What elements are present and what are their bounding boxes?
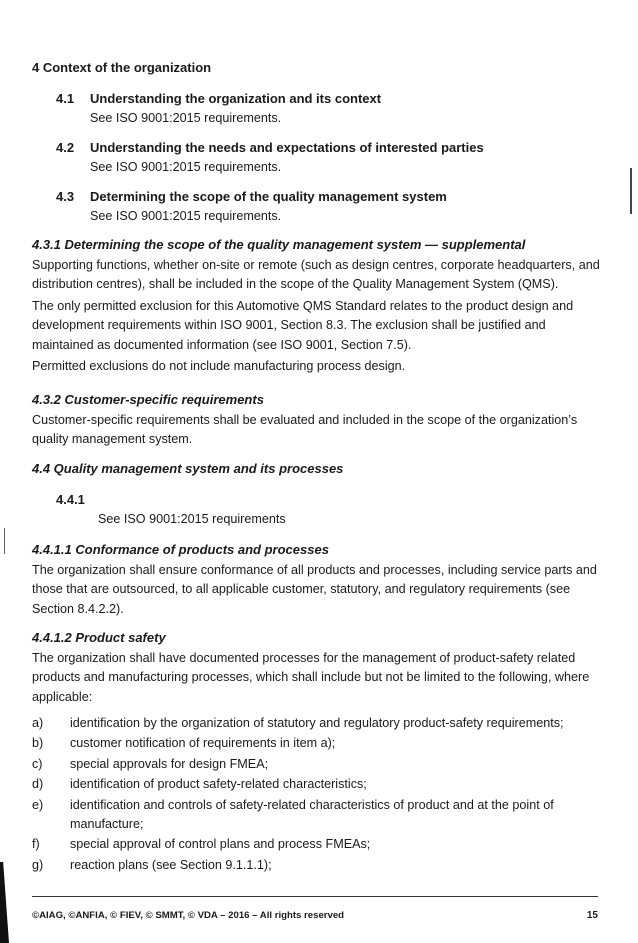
- subsection-heading: 4.4 Quality management system and its processes: [32, 461, 344, 476]
- clause-reference: See ISO 9001:2015 requirements.: [90, 160, 282, 174]
- list-letter: d): [32, 777, 44, 792]
- list-text: special approval of control plans and process FMEAs;: [70, 837, 371, 852]
- clause-title: Determining the scope of the quality management system: [90, 189, 447, 204]
- clause-title: Understanding the needs and expectations of interested parties: [90, 140, 484, 155]
- list-letter: c): [32, 756, 43, 771]
- list-letter: f): [32, 837, 40, 852]
- clause-reference: See ISO 9001:2015 requirements.: [90, 209, 282, 223]
- scan-edge-mark: [630, 168, 632, 214]
- subsection-heading: 4.4.1.2 Product safety: [32, 630, 166, 645]
- list-item: [32, 775, 607, 794]
- subsection-heading: 4.3.1 Determining the scope of the quality management system — supplemental: [32, 237, 526, 252]
- list-text: customer notification of requirements in item a);: [70, 736, 336, 751]
- list-text: identification by the organization of statutory and regulatory product-safety requirements;: [70, 716, 564, 730]
- list-item: [32, 796, 607, 835]
- list-letter: b): [32, 736, 44, 751]
- section-4-4: [32, 460, 607, 480]
- list-item: [32, 734, 607, 753]
- list-text: identification of product safety-related characteristics;: [70, 777, 367, 792]
- section-heading: 4 Context of the organization: [32, 60, 212, 75]
- subsection-heading: 4.4.1.1 Conformance of products and processes: [32, 542, 329, 557]
- clause-reference: See ISO 9001:2015 requirements.: [90, 111, 282, 125]
- clause-number: 4.1: [56, 91, 75, 106]
- list-letter: a): [32, 716, 44, 730]
- section-4-3-2: [32, 391, 607, 452]
- section-4-3-1: [32, 236, 607, 378]
- section-4-4-1-2: [32, 629, 607, 709]
- clause-title: Understanding the organization and its context: [90, 91, 382, 106]
- list-text: identification and controls of safety-related characteristics of product and at the point of manufacture;: [70, 797, 554, 832]
- scan-corner-shadow: [0, 862, 9, 943]
- list-item: [32, 714, 607, 733]
- list-item: [32, 755, 607, 774]
- list-text: special approvals for design FMEA;: [70, 756, 269, 771]
- list-item: [32, 856, 607, 875]
- paragraph: Customer-specific requirements shall be evaluated and included in the scope of the organization’s quality management system.: [32, 413, 578, 447]
- list-text: reaction plans (see Section 9.1.1.1);: [70, 857, 272, 872]
- list-letter: e): [32, 797, 44, 812]
- footer-copyright: ©AIAG, ©ANFIA, © FIEV, © SMMT, © VDA – 2016 – All rights reserved: [32, 910, 345, 921]
- paragraph: Permitted exclusions do not include manufacturing process design.: [32, 359, 406, 374]
- clause-reference: See ISO 9001:2015 requirements: [98, 512, 286, 526]
- paragraph: The organization shall have documented processes for the management of product-safety related products and manufacturing processes, which shall include but not be limited to the following, where applicable:: [32, 651, 590, 704]
- paragraph: The organization shall ensure conformance of all products and processes, including service parts and those that are outsourced, to all applicable customer, statutory, and regulatory requirements (see Section 8.4.2.2).: [32, 563, 597, 616]
- clause-number-4-4-1: 4.4.1: [56, 492, 85, 507]
- section-4-4-1-1: [32, 541, 607, 621]
- paragraph: The only permitted exclusion for this Automotive QMS Standard relates to the product design and development requirements within ISO 9001, Section 8.3. The exclusion shall be justified and maintained as documented information (see ISO 9001, Section 7.5).: [32, 298, 574, 352]
- clause-number: 4.2: [56, 140, 75, 155]
- footer-divider: [32, 896, 598, 897]
- list-item: [32, 835, 607, 854]
- subsection-heading: 4.3.2 Customer-specific requirements: [32, 392, 264, 407]
- page-number: 15: [586, 910, 598, 921]
- paragraph: Supporting functions, whether on-site or remote (such as design centres, corporate headquarters, and distribution centres), shall be included in the scope of the Quality Management System (QMS).: [32, 258, 600, 292]
- requirement-list: [32, 714, 607, 876]
- clause-number: 4.3: [56, 189, 75, 204]
- list-letter: g): [32, 857, 44, 872]
- scan-edge-mark: [4, 528, 5, 554]
